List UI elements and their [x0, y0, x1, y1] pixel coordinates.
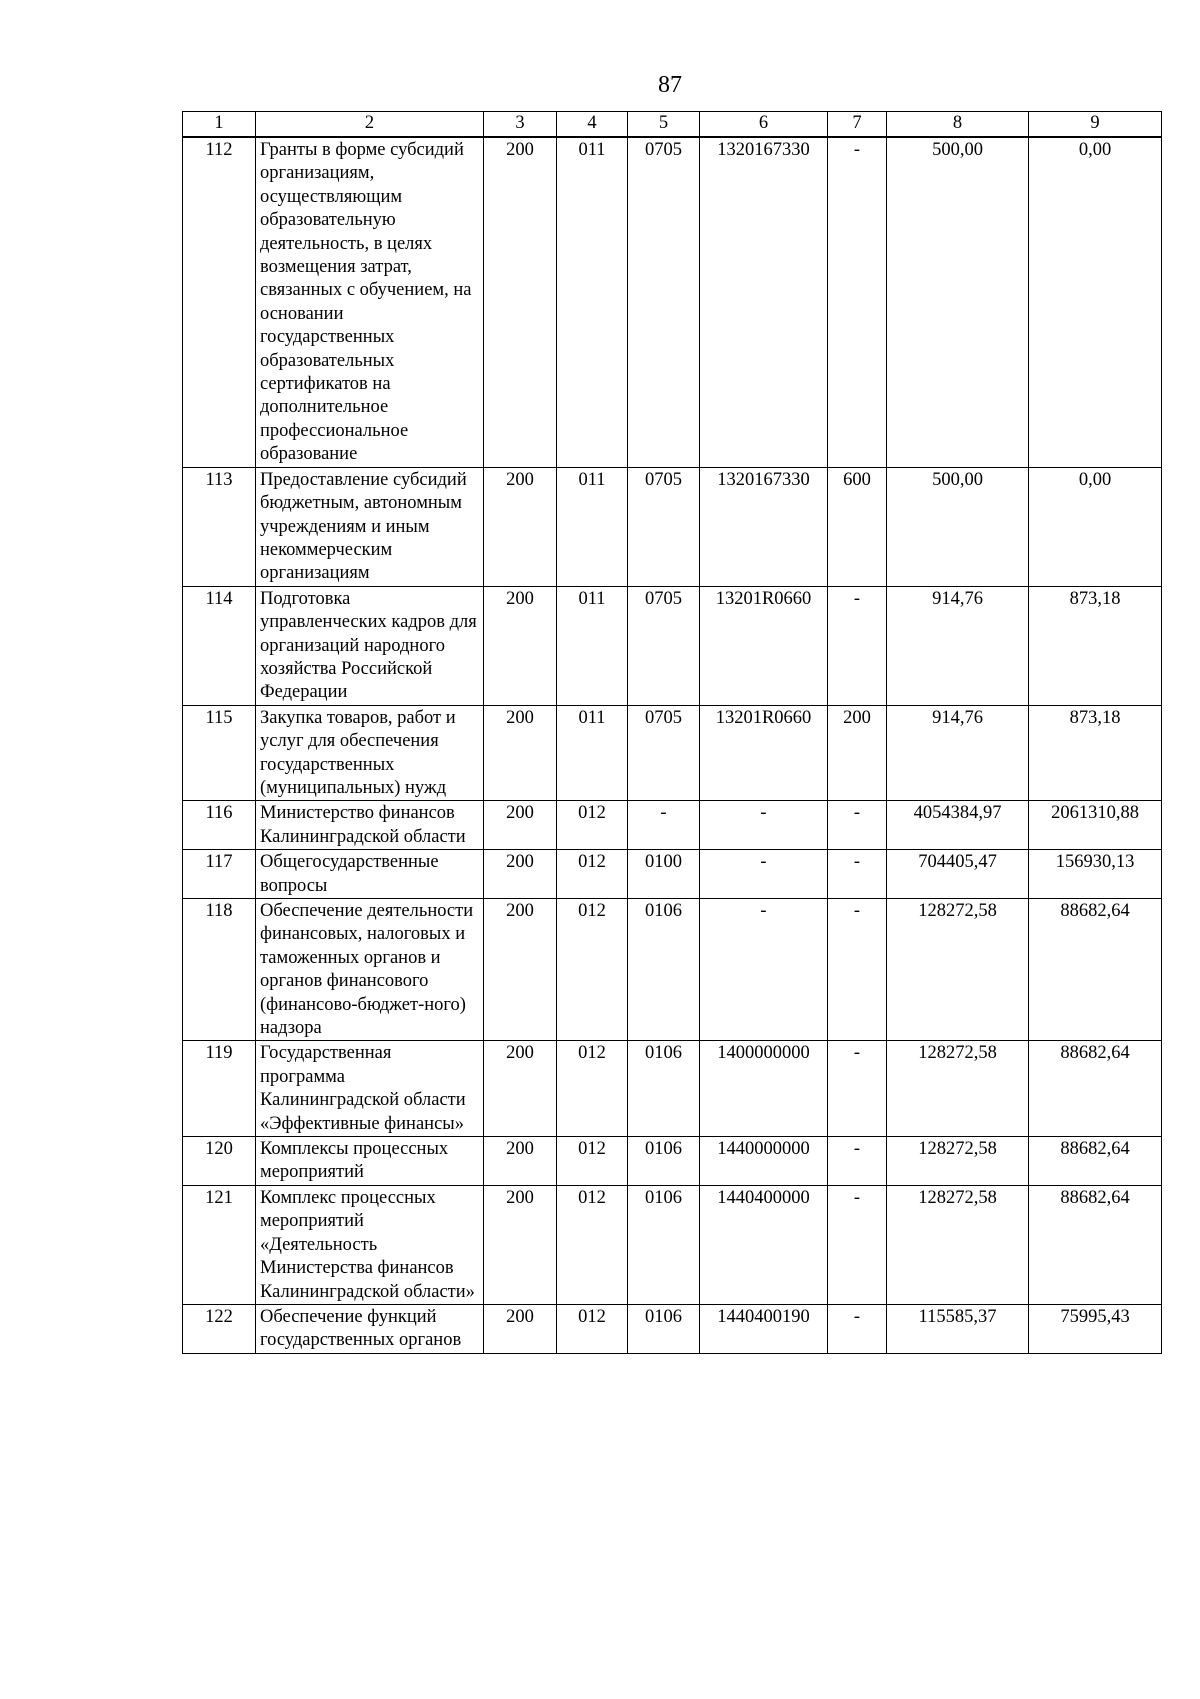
cell-col3: 200 [484, 467, 557, 586]
column-header: 1 [183, 112, 256, 138]
cell-col9: 2061310,88 [1029, 801, 1162, 850]
cell-col6: - [700, 801, 828, 850]
cell-col9: 873,18 [1029, 586, 1162, 705]
cell-col5: 0106 [628, 899, 700, 1041]
cell-col9: 88682,64 [1029, 1041, 1162, 1137]
cell-col8: 914,76 [887, 705, 1029, 801]
cell-col6: 1440400190 [700, 1304, 828, 1353]
cell-col5: 0106 [628, 1185, 700, 1304]
cell-col9: 156930,13 [1029, 850, 1162, 899]
cell-col3: 200 [484, 1304, 557, 1353]
cell-col4: 012 [557, 899, 628, 1041]
cell-col9: 88682,64 [1029, 1137, 1162, 1186]
cell-col5: 0106 [628, 1041, 700, 1137]
table-row [183, 137, 1162, 467]
cell-col8: 128272,58 [887, 899, 1029, 1041]
cell-col8: 500,00 [887, 467, 1029, 586]
row-number: 119 [183, 1041, 256, 1137]
row-number: 120 [183, 1137, 256, 1186]
budget-table [182, 111, 1162, 1354]
row-name: Комплекс процессных мероприятий «Деятельность Министерства финансов Калининградской области» [256, 1185, 484, 1304]
column-header: 5 [628, 112, 700, 138]
row-number: 112 [183, 137, 256, 467]
cell-col7: - [828, 137, 887, 467]
row-number: 117 [183, 850, 256, 899]
cell-col5: 0705 [628, 137, 700, 467]
cell-col3: 200 [484, 899, 557, 1041]
cell-col6: 13201R0660 [700, 705, 828, 801]
column-header: 7 [828, 112, 887, 138]
row-number: 115 [183, 705, 256, 801]
row-number: 122 [183, 1304, 256, 1353]
cell-col8: 4054384,97 [887, 801, 1029, 850]
cell-col5: 0705 [628, 586, 700, 705]
cell-col8: 128272,58 [887, 1041, 1029, 1137]
row-name: Общегосударственные вопросы [256, 850, 484, 899]
cell-col9: 88682,64 [1029, 899, 1162, 1041]
cell-col3: 200 [484, 801, 557, 850]
cell-col4: 011 [557, 467, 628, 586]
cell-col4: 012 [557, 1137, 628, 1186]
cell-col3: 200 [484, 1185, 557, 1304]
cell-col3: 200 [484, 586, 557, 705]
table-row [183, 801, 1162, 850]
row-name: Министерство финансов Калининградской области [256, 801, 484, 850]
cell-col7: - [828, 1185, 887, 1304]
cell-col8: 914,76 [887, 586, 1029, 705]
cell-col8: 500,00 [887, 137, 1029, 467]
cell-col6: 1440000000 [700, 1137, 828, 1186]
cell-col6: 1440400000 [700, 1185, 828, 1304]
table-row [183, 850, 1162, 899]
page-number: 87 [658, 72, 682, 98]
cell-col5: 0106 [628, 1137, 700, 1186]
cell-col8: 704405,47 [887, 850, 1029, 899]
row-number: 121 [183, 1185, 256, 1304]
cell-col9: 0,00 [1029, 137, 1162, 467]
table-row [183, 705, 1162, 801]
column-header: 2 [256, 112, 484, 138]
column-header: 4 [557, 112, 628, 138]
cell-col7: 600 [828, 467, 887, 586]
row-number: 114 [183, 586, 256, 705]
cell-col9: 88682,64 [1029, 1185, 1162, 1304]
table-row [183, 467, 1162, 586]
cell-col6: 1320167330 [700, 137, 828, 467]
cell-col9: 0,00 [1029, 467, 1162, 586]
cell-col3: 200 [484, 137, 557, 467]
cell-col4: 011 [557, 586, 628, 705]
cell-col6: 1320167330 [700, 467, 828, 586]
row-number: 113 [183, 467, 256, 586]
cell-col5: 0106 [628, 1304, 700, 1353]
cell-col8: 128272,58 [887, 1185, 1029, 1304]
column-header: 8 [887, 112, 1029, 138]
table-row [183, 586, 1162, 705]
table-row [183, 1041, 1162, 1137]
row-name: Предоставление субсидий бюджетным, автономным учреждениям и иным некоммерческим организациям [256, 467, 484, 586]
cell-col3: 200 [484, 1041, 557, 1137]
cell-col9: 873,18 [1029, 705, 1162, 801]
cell-col7: - [828, 586, 887, 705]
cell-col5: 0705 [628, 705, 700, 801]
cell-col3: 200 [484, 850, 557, 899]
cell-col6: 1400000000 [700, 1041, 828, 1137]
cell-col4: 012 [557, 1041, 628, 1137]
cell-col7: - [828, 850, 887, 899]
cell-col3: 200 [484, 1137, 557, 1186]
cell-col6: - [700, 850, 828, 899]
row-name: Обеспечение деятельности финансовых, налоговых и таможенных органов и органов финансового (финансово-бюджет-ного) надзора [256, 899, 484, 1041]
cell-col3: 200 [484, 705, 557, 801]
cell-col7: - [828, 899, 887, 1041]
cell-col6: 13201R0660 [700, 586, 828, 705]
row-name: Комплексы процессных мероприятий [256, 1137, 484, 1186]
cell-col5: - [628, 801, 700, 850]
cell-col4: 011 [557, 137, 628, 467]
cell-col4: 012 [557, 1304, 628, 1353]
cell-col7: 200 [828, 705, 887, 801]
cell-col4: 012 [557, 850, 628, 899]
row-number: 116 [183, 801, 256, 850]
column-header: 9 [1029, 112, 1162, 138]
cell-col4: 012 [557, 801, 628, 850]
column-header: 6 [700, 112, 828, 138]
cell-col8: 115585,37 [887, 1304, 1029, 1353]
row-name: Обеспечение функций государственных органов [256, 1304, 484, 1353]
cell-col4: 011 [557, 705, 628, 801]
table-row [183, 899, 1162, 1041]
cell-col5: 0705 [628, 467, 700, 586]
cell-col7: - [828, 1304, 887, 1353]
table-row [183, 1137, 1162, 1186]
cell-col9: 75995,43 [1029, 1304, 1162, 1353]
row-name: Гранты в форме субсидий организациям, осуществляющим образовательную деятельность, в целях возмещения затрат, связанных с обучением, на основании государственных образовательных сертификатов на дополнительное профессиональное образование [256, 137, 484, 467]
table-row [183, 1185, 1162, 1304]
cell-col7: - [828, 801, 887, 850]
header-row [183, 112, 1162, 138]
cell-col7: - [828, 1041, 887, 1137]
row-name: Подготовка управленческих кадров для организаций народного хозяйства Российской Федерации [256, 586, 484, 705]
row-name: Государственная программа Калининградской области «Эффективные финансы» [256, 1041, 484, 1137]
cell-col4: 012 [557, 1185, 628, 1304]
table-row [183, 1304, 1162, 1353]
cell-col6: - [700, 899, 828, 1041]
cell-col7: - [828, 1137, 887, 1186]
cell-col5: 0100 [628, 850, 700, 899]
row-number: 118 [183, 899, 256, 1041]
column-header: 3 [484, 112, 557, 138]
cell-col8: 128272,58 [887, 1137, 1029, 1186]
row-name: Закупка товаров, работ и услуг для обеспечения государственных (муниципальных) нужд [256, 705, 484, 801]
